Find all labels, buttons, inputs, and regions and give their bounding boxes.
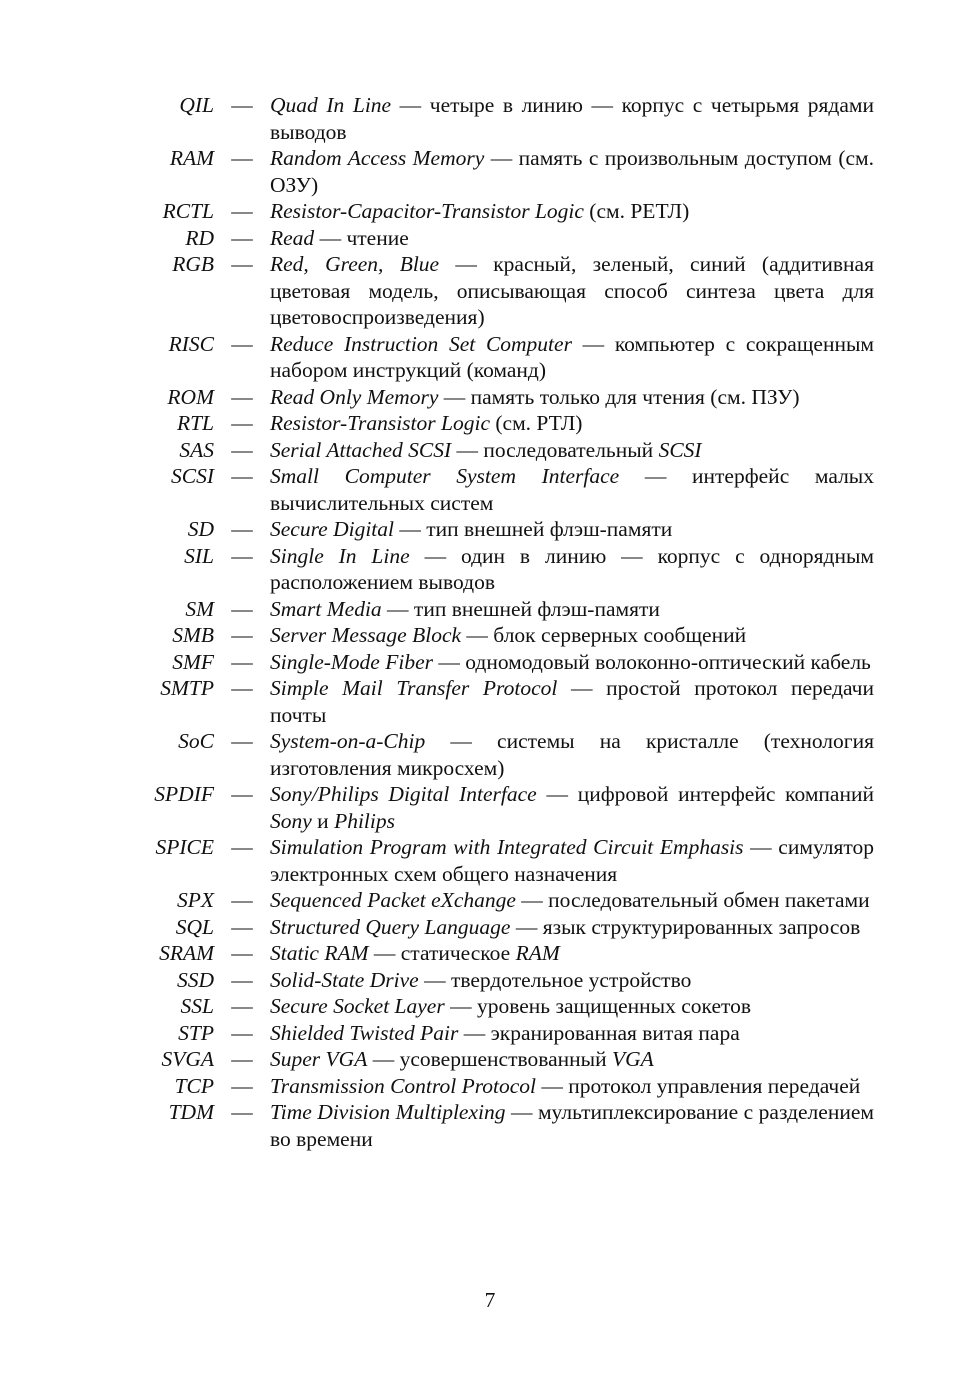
translation bbox=[451, 438, 701, 462]
italic-term: VGA bbox=[612, 1047, 654, 1071]
translation-text: — последовательный bbox=[451, 437, 659, 462]
abbreviation: QIL bbox=[179, 93, 214, 117]
page-number: 7 bbox=[484, 1288, 496, 1312]
abbreviation: SSD bbox=[176, 967, 214, 992]
abbreviation: TCP bbox=[174, 1073, 214, 1098]
abbreviation: RCTL bbox=[162, 199, 214, 223]
translation-text: — красный, зеленый, синий (аддитивная цветовая модель, описывающая способ синтеза цвета для цветовоспроизведения) bbox=[270, 252, 874, 329]
abbreviation: SPX bbox=[176, 888, 214, 912]
abbreviation: SCSI bbox=[171, 464, 214, 488]
definition bbox=[270, 198, 874, 225]
translation bbox=[584, 199, 689, 223]
definition bbox=[270, 225, 874, 252]
definition bbox=[270, 649, 874, 676]
abbreviation-entry bbox=[0, 675, 980, 728]
abbreviation: SVGA bbox=[161, 1047, 214, 1071]
translation-text: — память только для чтения (см. ПЗУ) bbox=[438, 384, 800, 409]
translation bbox=[490, 411, 582, 435]
separator-dash: — bbox=[231, 199, 253, 223]
expanded-term: Solid-State Drive bbox=[270, 967, 419, 992]
abbreviation-entry bbox=[0, 622, 980, 649]
separator-dash: — bbox=[231, 331, 253, 356]
definition bbox=[270, 887, 874, 914]
translation bbox=[369, 941, 560, 965]
separator-dash: — bbox=[231, 1073, 253, 1098]
expanded-term: Resistor-Capacitor-Transistor Logic bbox=[270, 199, 584, 223]
translation-text: — протокол управления передачей bbox=[536, 1073, 861, 1098]
translation-text: и bbox=[311, 808, 335, 833]
abbreviation: SQL bbox=[175, 914, 214, 939]
abbreviation-list bbox=[0, 92, 980, 1152]
separator-dash: — bbox=[231, 941, 253, 965]
italic-term: Philips bbox=[334, 808, 395, 833]
abbreviation: RTL bbox=[176, 411, 214, 435]
separator-dash: — bbox=[231, 1020, 253, 1045]
abbreviation-entry bbox=[0, 940, 980, 967]
separator-dash: — bbox=[231, 464, 253, 488]
separator-dash: — bbox=[231, 649, 253, 674]
expanded-term: Super VGA bbox=[270, 1047, 368, 1071]
translation-text: — интерфейс малых вычислительных систем bbox=[270, 464, 874, 515]
translation-text: — тип внешней флэш-памяти bbox=[394, 517, 673, 541]
expanded-term: Resistor-Transistor Logic bbox=[270, 411, 490, 435]
translation-text: (см. РЕТЛ) bbox=[583, 199, 690, 223]
abbreviation-entry bbox=[0, 834, 980, 887]
abbreviation: ROM bbox=[167, 384, 214, 409]
abbreviation: RAM bbox=[169, 146, 214, 170]
abbreviation-entry bbox=[0, 331, 980, 384]
definition bbox=[270, 410, 874, 437]
translation bbox=[510, 915, 860, 939]
definition bbox=[270, 622, 874, 649]
definition bbox=[270, 543, 874, 596]
translation-text: — чтение bbox=[314, 225, 409, 250]
translation-text: (см. РТЛ) bbox=[490, 411, 583, 435]
translation-text: — статическое bbox=[368, 941, 516, 965]
expanded-term: Reduce Instruction Set Computer bbox=[270, 331, 572, 356]
separator-dash: — bbox=[231, 437, 253, 462]
translation-text: — тип внешней флэш-памяти bbox=[381, 596, 660, 621]
definition bbox=[270, 1020, 874, 1047]
abbreviation: SSL bbox=[180, 994, 214, 1018]
expanded-term: Red, Green, Blue bbox=[270, 252, 440, 276]
translation-text: — последовательный обмен пакетами bbox=[515, 888, 870, 912]
translation bbox=[445, 994, 751, 1018]
separator-dash: — bbox=[231, 225, 253, 250]
definition bbox=[270, 940, 874, 967]
abbreviation: SPDIF bbox=[154, 782, 214, 806]
abbreviation-entry bbox=[0, 384, 980, 411]
abbreviation: SRAM bbox=[159, 941, 214, 965]
abbreviation-entry bbox=[0, 543, 980, 596]
abbreviation: SMB bbox=[172, 623, 214, 647]
separator-dash: — bbox=[231, 252, 253, 276]
translation-text: — память с произвольным доступом (см. ОЗУ) bbox=[270, 146, 875, 197]
translation bbox=[516, 888, 870, 912]
expanded-term: Sony/Philips Digital Interface bbox=[270, 782, 537, 806]
expanded-term: Structured Query Language bbox=[270, 914, 511, 939]
abbreviation: SMTP bbox=[160, 676, 214, 700]
expanded-term: Quad In Line bbox=[270, 93, 392, 117]
expanded-term: Single-Mode Fiber bbox=[270, 649, 433, 674]
separator-dash: — bbox=[231, 623, 253, 647]
abbreviation: SMF bbox=[172, 649, 214, 674]
italic-term: RAM bbox=[515, 941, 560, 965]
expanded-term: Transmission Control Protocol bbox=[270, 1073, 537, 1098]
expanded-term: Read Only Memory bbox=[270, 384, 439, 409]
expanded-term: Secure Digital bbox=[270, 517, 394, 541]
abbreviation-entry bbox=[0, 728, 980, 781]
translation-text: — один в линию — корпус с однорядным расположением выводов bbox=[270, 543, 875, 594]
separator-dash: — bbox=[231, 384, 253, 409]
abbreviation-entry bbox=[0, 914, 980, 941]
abbreviation-entry bbox=[0, 225, 980, 252]
expanded-term: System-on-a-Chip bbox=[270, 729, 426, 753]
separator-dash: — bbox=[231, 914, 253, 939]
separator-dash: — bbox=[231, 967, 253, 992]
translation-text: — твердотельное устройство bbox=[418, 967, 692, 992]
definition bbox=[270, 1099, 874, 1152]
separator-dash: — bbox=[231, 729, 253, 753]
abbreviation: SM bbox=[185, 596, 214, 621]
definition bbox=[270, 437, 874, 464]
definition bbox=[270, 251, 874, 331]
abbreviation-entry bbox=[0, 887, 980, 914]
expanded-term: Secure Socket Layer bbox=[270, 994, 445, 1018]
separator-dash: — bbox=[231, 676, 253, 700]
translation-text: — симулятор электронных схем общего назначения bbox=[270, 835, 874, 886]
definition bbox=[270, 675, 874, 728]
abbreviation-entry bbox=[0, 92, 980, 145]
abbreviation: TDM bbox=[168, 1100, 214, 1124]
translation bbox=[438, 385, 799, 409]
translation bbox=[314, 226, 409, 250]
definition bbox=[270, 914, 874, 941]
definition bbox=[270, 384, 874, 411]
abbreviation: SIL bbox=[184, 543, 214, 568]
abbreviation-entry bbox=[0, 967, 980, 994]
translation bbox=[433, 650, 871, 674]
separator-dash: — bbox=[231, 888, 253, 912]
abbreviation-entry bbox=[0, 1020, 980, 1047]
expanded-term: Simulation Program with Integrated Circuit Emphasis bbox=[270, 835, 744, 859]
separator-dash: — bbox=[231, 596, 253, 621]
abbreviation-entry bbox=[0, 251, 980, 331]
abbreviation: RD bbox=[185, 225, 214, 250]
abbreviation: SoC bbox=[178, 729, 214, 753]
definition bbox=[270, 1073, 874, 1100]
separator-dash: — bbox=[231, 543, 253, 568]
abbreviation: STP bbox=[178, 1020, 214, 1045]
abbreviation-entry bbox=[0, 463, 980, 516]
translation-text: — системы на кристалле (технология изготовления микросхем) bbox=[270, 729, 874, 780]
separator-dash: — bbox=[231, 146, 253, 170]
abbreviation-entry bbox=[0, 1046, 980, 1073]
translation bbox=[367, 1047, 653, 1071]
abbreviation: RISC bbox=[168, 331, 214, 356]
translation-text: — уровень защищенных сокетов bbox=[444, 994, 752, 1018]
separator-dash: — bbox=[231, 782, 253, 806]
definition bbox=[270, 145, 874, 198]
definition bbox=[270, 967, 874, 994]
expanded-term: Small Computer System Interface bbox=[270, 464, 620, 488]
definition bbox=[270, 516, 874, 543]
definition bbox=[270, 463, 874, 516]
separator-dash: — bbox=[231, 1100, 253, 1124]
abbreviation-entry bbox=[0, 993, 980, 1020]
translation bbox=[536, 1074, 860, 1098]
expanded-term: Time Division Multiplexing bbox=[270, 1100, 506, 1124]
definition bbox=[270, 993, 874, 1020]
translation-text: — усовершенствованный bbox=[367, 1047, 612, 1071]
abbreviation-entry bbox=[0, 516, 980, 543]
abbreviation-entry bbox=[0, 596, 980, 623]
expanded-term: Read bbox=[270, 225, 315, 250]
definition bbox=[270, 92, 874, 145]
expanded-term: Sequenced Packet eXchange bbox=[270, 888, 516, 912]
definition bbox=[270, 781, 874, 834]
expanded-term: Random Access Memory bbox=[270, 146, 485, 170]
expanded-term: Server Message Block bbox=[270, 623, 462, 647]
abbreviation-entry bbox=[0, 1099, 980, 1152]
translation-text: — язык структурированных запросов bbox=[510, 914, 861, 939]
translation bbox=[394, 517, 672, 541]
abbreviation-entry bbox=[0, 145, 980, 198]
abbreviation-entry bbox=[0, 1073, 980, 1100]
translation-text: — компьютер с сокращенным набором инструкций (команд) bbox=[270, 331, 875, 382]
separator-dash: — bbox=[231, 93, 253, 117]
translation-text: — четыре в линию — корпус с четырьмя рядами выводов bbox=[270, 93, 874, 144]
translation-text: — простой протокол передачи почты bbox=[270, 676, 875, 727]
abbreviation-entry bbox=[0, 781, 980, 834]
expanded-term: Serial Attached SCSI bbox=[270, 437, 452, 462]
abbreviation: RGB bbox=[172, 252, 214, 276]
abbreviation: SPICE bbox=[155, 835, 214, 859]
abbreviation-entry bbox=[0, 410, 980, 437]
separator-dash: — bbox=[231, 994, 253, 1018]
definition bbox=[270, 1046, 874, 1073]
expanded-term: Static RAM bbox=[270, 941, 369, 965]
translation bbox=[419, 968, 692, 992]
expanded-term: Smart Media bbox=[270, 596, 382, 621]
definition bbox=[270, 596, 874, 623]
definition bbox=[270, 331, 874, 384]
translation-text: — одномодовый волоконно-оптический кабель bbox=[433, 649, 871, 674]
abbreviation-entry bbox=[0, 198, 980, 225]
definition bbox=[270, 728, 874, 781]
abbreviation-entry bbox=[0, 649, 980, 676]
separator-dash: — bbox=[231, 1047, 253, 1071]
abbreviation: SD bbox=[187, 517, 214, 541]
translation bbox=[458, 1021, 739, 1045]
translation-text: — блок серверных сообщений bbox=[461, 623, 747, 647]
separator-dash: — bbox=[231, 835, 253, 859]
abbreviation: SAS bbox=[179, 437, 214, 462]
translation bbox=[461, 623, 746, 647]
italic-term: Sony bbox=[270, 808, 312, 833]
expanded-term: Shielded Twisted Pair bbox=[270, 1020, 459, 1045]
translation-text: — мультиплексирование с разделением во времени bbox=[270, 1100, 874, 1151]
expanded-term: Single In Line bbox=[270, 543, 410, 568]
separator-dash: — bbox=[231, 411, 253, 435]
definition bbox=[270, 834, 874, 887]
translation-text: — цифровой интерфейс компаний bbox=[536, 782, 874, 806]
abbreviation-entry bbox=[0, 437, 980, 464]
expanded-term: Simple Mail Transfer Protocol bbox=[270, 676, 558, 700]
translation-text: — экранированная витая пара bbox=[458, 1020, 740, 1045]
translation bbox=[382, 597, 660, 621]
italic-term: SCSI bbox=[658, 437, 702, 462]
separator-dash: — bbox=[231, 517, 253, 541]
